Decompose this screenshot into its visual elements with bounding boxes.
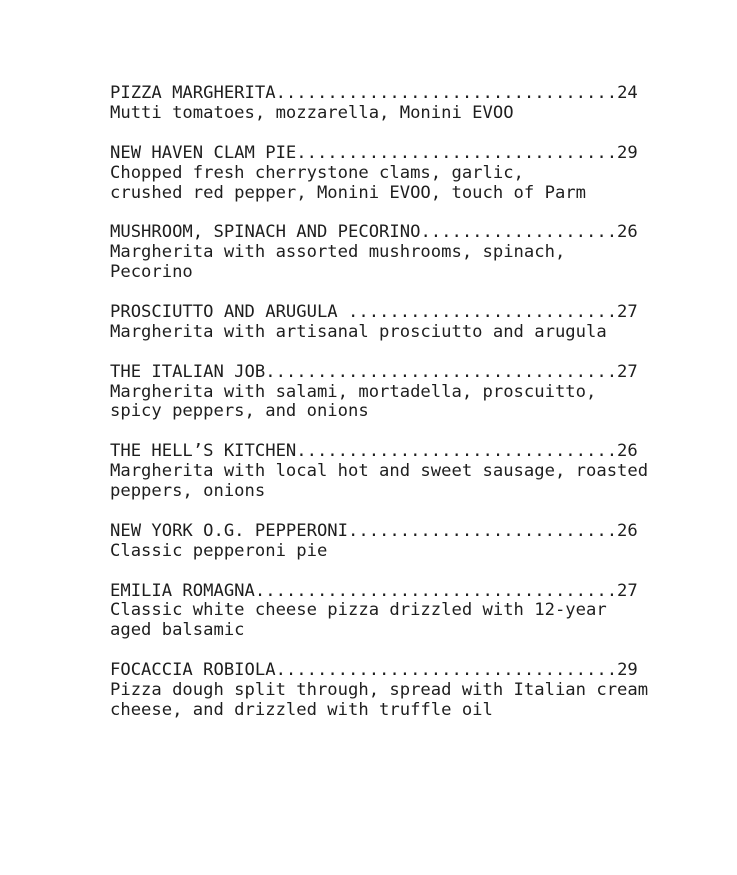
dot-leader: .................................. — [265, 361, 618, 382]
item-name: NEW YORK O.G. PEPPERONI — [110, 520, 348, 541]
menu-item — [110, 223, 670, 283]
item-title-line — [110, 303, 670, 323]
menu-item — [110, 144, 670, 204]
item-price: 26 — [617, 520, 638, 541]
menu-page — [110, 84, 670, 741]
item-title-line — [110, 223, 670, 243]
menu-item — [110, 442, 670, 502]
item-price: 27 — [617, 361, 638, 382]
item-price: 27 — [617, 580, 638, 601]
item-price: 29 — [617, 660, 638, 681]
item-description-line: Margherita with local hot and sweet sausage, roasted — [110, 461, 649, 482]
item-title-line — [110, 522, 670, 542]
item-price: 26 — [617, 441, 638, 462]
menu-item — [110, 661, 670, 721]
item-description-line: spicy peppers, and onions — [110, 401, 369, 422]
item-description-line: Pecorino — [110, 262, 193, 283]
item-description-line: Classic pepperoni pie — [110, 540, 328, 561]
dot-leader: ................................. — [275, 660, 618, 681]
item-price: 29 — [617, 142, 638, 163]
dot-leader: ................................... — [254, 580, 618, 601]
item-price: 26 — [617, 222, 638, 243]
item-name: MUSHROOM, SPINACH AND PECORINO — [110, 222, 421, 243]
item-description-line: peppers, onions — [110, 481, 266, 502]
item-title-line — [110, 442, 670, 462]
item-description-line: cheese, and drizzled with truffle oil — [110, 699, 493, 720]
item-description-line: Classic white cheese pizza drizzled with 12-year — [110, 600, 607, 621]
item-description-line: Margherita with assorted mushrooms, spinach, — [110, 242, 566, 263]
item-name: PROSCIUTTO AND ARUGULA — [110, 301, 348, 322]
item-name: PIZZA MARGHERITA — [110, 83, 276, 103]
item-title-line — [110, 84, 670, 104]
item-title-line — [110, 661, 670, 681]
item-description-line: Margherita with salami, mortadella, proscuitto, — [110, 381, 597, 402]
dot-leader: .......................... — [348, 520, 618, 541]
item-description-line: aged balsamic — [110, 620, 245, 641]
item-description-line: Margherita with artisanal prosciutto and arugula — [110, 321, 607, 342]
item-title-line — [110, 144, 670, 164]
item-description-line: crushed red pepper, Monini EVOO, touch of Parm — [110, 182, 586, 203]
item-description-line: Mutti tomatoes, mozzarella, Monini EVOO — [110, 102, 514, 123]
item-title-line — [110, 582, 670, 602]
item-name: FOCACCIA ROBIOLA — [110, 660, 276, 681]
item-name: THE ITALIAN JOB — [110, 361, 266, 382]
item-title-line — [110, 363, 670, 383]
item-name: EMILIA ROMAGNA — [110, 580, 255, 601]
item-name: THE HELL’S KITCHEN — [110, 441, 297, 462]
item-price: 27 — [617, 301, 638, 322]
item-description-line: Pizza dough split through, spread with Italian cream — [110, 680, 649, 701]
dot-leader: ................................. — [275, 83, 618, 103]
dot-leader: ............................... — [296, 441, 618, 462]
menu-list — [110, 84, 670, 721]
dot-leader: ................... — [420, 222, 618, 243]
menu-item — [110, 522, 670, 562]
dot-leader: ............................... — [296, 142, 618, 163]
menu-item — [110, 363, 670, 423]
dot-leader: .......................... — [348, 301, 618, 322]
item-name: NEW HAVEN CLAM PIE — [110, 142, 297, 163]
menu-item — [110, 84, 670, 124]
menu-item — [110, 303, 670, 343]
item-description-line: Chopped fresh cherrystone clams, garlic, — [110, 162, 524, 183]
menu-item — [110, 582, 670, 642]
item-price: 24 — [617, 83, 638, 103]
